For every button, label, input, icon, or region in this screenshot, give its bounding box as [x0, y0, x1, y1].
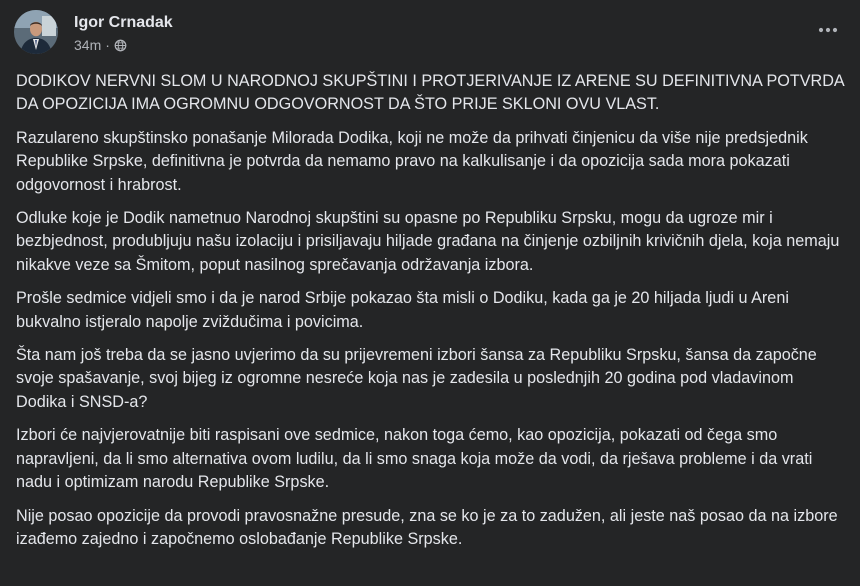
- globe-icon[interactable]: [114, 39, 127, 52]
- author-name[interactable]: Igor Crnadak: [74, 14, 173, 31]
- avatar[interactable]: [14, 10, 58, 54]
- post-text: [16, 70, 848, 561]
- avatar-image: [14, 10, 58, 54]
- post-paragraph: Izbori će najvjerovatnije biti raspisani ove sedmice, nakon toga ćemo, kao opozicija, pokazati od čega smo napravljeni, da li smo alternativa ovom ludilu, da li smo snaga koja može da vodi, da rješava probleme i da vrati nadu i optimizam narodu Republike Srpske.: [16, 426, 813, 492]
- post-paragraph: Nije posao opozicije da provodi pravosnažne presude, zna se ko je za to zadužen, ali jeste naš posao da na izbore izađemo zajedno i započnemo oslobađanje Republike Srpske.: [16, 506, 838, 548]
- more-options-button[interactable]: [810, 18, 846, 42]
- post-paragraph: Odluke koje je Dodik nametnuo Narodnoj skupštini su opasne po Republiku Srpsku, mogu da ugroze mir i bezbjednost, produbljuju našu izolaciju i prisiljavaju hiljade građana na činjenje ozbiljnih krivičnih djela, koja nemaju nikakve veze sa Šmitom, poput nasilnog sprečavanja održavanja izbora.: [16, 209, 840, 274]
- post-meta: [74, 37, 127, 53]
- post-header: [14, 10, 846, 56]
- post-paragraph: Prošle sedmice vidjeli smo i da je narod Srbije pokazao šta misli o Dodiku, kada ga je 20 hiljada ljudi u Areni bukvalno istjeralo napolje zviždučima i povicima.: [16, 289, 789, 331]
- meta-separator: ·: [105, 37, 110, 53]
- more-horizontal-icon: [818, 27, 838, 33]
- post-timestamp[interactable]: 34m: [74, 37, 102, 53]
- post-paragraph: DODIKOV NERVNI SLOM U NARODNOJ SKUPŠTINI I PROTJERIVANJE IZ ARENE SU DEFINITIVNA POTVRDA DA OPOZICIJA IMA OGROMNU ODGOVORNOST DA ŠTO PRIJE SKLONI OVU VLAST.: [16, 72, 844, 114]
- post-paragraph: Razulareno skupštinsko ponašanje Milorada Dodika, koji ne može da prihvati činjenicu da više nije predsjednik Republike Srpske, definitivna je potvrda da nemamo pravo na kalkulisanje i da opozicija sada mora pokazati odgovornost i hrabrost.: [16, 128, 808, 194]
- post-paragraph: Šta nam još treba da se jasno uvjerimo da su prijevremeni izbori šansa za Republiku Srpsku, šansa da započne svoje spašavanje, svoj bijeg iz ogromne nesreće koja nas je zadesila u poslednjih 20 godina pod vladavinom Dodika i SNSD-a?: [16, 346, 817, 411]
